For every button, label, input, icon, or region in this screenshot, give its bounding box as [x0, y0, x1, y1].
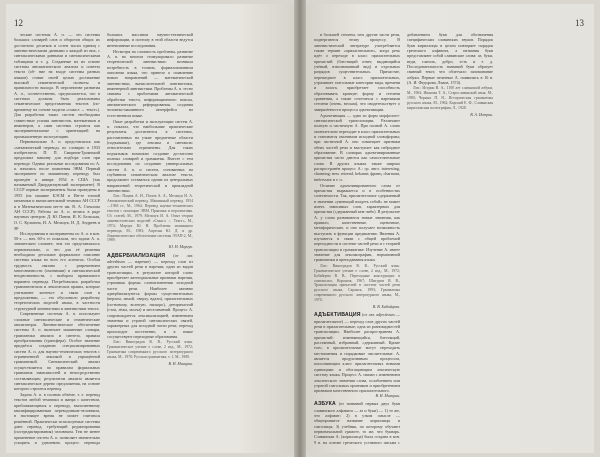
- author-signature: В. Н. Мигирин.: [168, 361, 193, 366]
- body-paragraph: Задача А. п. в полном объёме, т. е. перевод текстов любой тематики и жанра с качеством, приближающимся к переводу, выполненному квалифицированным переводчиком-человеком, в настоящее время не может считаться решённой. Практически используемые системы дают перевод, требующий редактирования (постредактирования) человеком. Тем не менее применение систем А. п. позволяет значительно ускорить и удешевить процесс перевода больших массивов научно-технической информации, и поэтому в этой области ведутся интенсивные исследования.: [14, 32, 193, 446]
- author-signature: Ю. Н. Марчук.: [168, 245, 193, 250]
- entry-definition: (от названий первых двух букв славянского алфавита — аз и буки) — 1) то же, что алфавит; 2) в узком смысле — общепринятое название кириллицы и глаголицы; 3) учебник, по которому обучают первоначальной грамоте, то же, что букварь. Славянская А. (кириллица) была создана в кон. 9 в. на основе греческого уставного письма с добавлением букв для обозначения специфических славянских звуков. Порядок букв кириллицы в целом повторяет порядок греческого алфавита, а названия букв представляют собой славянские слова: аз, буки, веди, глаголь, добро, есть и т. д. Последовательность названий букв образует связный текст, что облегчало запоминание азбуки. Первые печатные А. появились в 16 в. (А. И. Федорова, Львов, 1574).: [314, 32, 493, 445]
- body-paragraph: Адъективация — одна из форм морфолого-синтаксической транспозиции. Различают полную и частичную А. При полной А. слово окончательно переходит в класс прилагательных и становится омонимом исходной словоформы; при частичной А. оно совмещает признаки обеих частей речи и выступает как гибридное образование. В словарях адъективированные причастия часто даются как самостоятельные слова. В других языках также широко распространён процесс А.: ср. англ. interesting, charming; нем. reizend, bekannt; франц. charmant, intéressant и т. п.: [314, 112, 400, 182]
- entry-definition: (от лат. adjectivum — прилагательное) — переход слов других частей речи в прилагательные; одна из разновидностей транспозиции. Наиболее распространена А. причастий: изменяющийся, блестящий, рассеянный, избранный, сдержанный. Кроме того, в прилагательные могут переходить местоимения и порядковые числительные. А. является продуктивным процессом, пополняющим класс прилагательных новыми единицами и обогащающим лексическую систему языка. Процесс А. связан с изменением лексического значения слова, ослаблением или утратой глагольных признаков и приобретением признаков качественного прилагательного.: [314, 312, 400, 394]
- entry-headword: АДВЕРБИАЛИЗАЦИЯ: [107, 252, 166, 259]
- body-paragraph: Первоначально А. п. представлялся как «механический перевод» по словарю: в 1933 изобретатель П. П. Смирнов-Троянский предложил машину для подбора слов при переводе. Однако реальные исследования по А. п. начались после появления ЭВМ. Первый эксперимент по машинному переводу был проведён в январе 1954 в США (так называемый Джорджтаунский эксперимент). В СССР первые эксперименты были проведены в 1955 (на машине БЭСМ в Ин-те точной механики и вычислительной техники АН СССР и в Математическом ин-те им. В. А. Стеклова АН СССР). Работы по А. п. велись в ряде научных центров: Д. Ю. Панов, И. К. Бельская, О. С. Кулагина, И. А. Мельчук, Н. Д. Андреев и др.: [14, 139, 100, 230]
- body-paragraph: Несмотря на сложность проблемы, развитие А. п. во многом стимулировало развитие теоретической лингвистики: возникла потребность в точном, формализованном описании языка, что привело к появлению новых направлений — математической лингвистики, вычислительной лингвистики, инженерной лингвистики. Проблемы А. п. тесно связаны с проблемами автоматической обработки текста, информационного поиска, автоматического реферирования, создания человеко-машинного интерфейса на естественном языке.: [107, 48, 193, 118]
- right-page: [306, 4, 594, 453]
- book-gutter: [294, 0, 306, 457]
- left-page-text-columns: [14, 32, 286, 447]
- author-signature: В. А. Истрин.: [470, 112, 493, 117]
- body-paragraph: Отличие адъективированного слова от причастия выражается и в особенностях сочетаемости. Так, прилагательное сдержанный в значении «умеющий владеть собой» не может иметь зависимых слов, характерных для причастия (сдержанный кем-либо). В результате А. у слова развиваются новые значения, как правило, качественные, оценочные, метафорические, и оно получает возможность выступать в функции предикатива. Явления А. изучаются в связи с общей проблемой переходности в системе частей речи и с теорией транспозиции в грамматике. Изучение А. имеет значение для лексикографии, нормативной грамматики и преподавания языка.: [314, 182, 400, 263]
- left-page: [6, 4, 294, 453]
- body-paragraph: Исследования и эксперименты по А. п. в кон. 50-х — нач. 60-х гг. показали, что задача А. п. значительно сложнее, чем это представлялось первоначально, и что для её решения необходимо детальное формальное описание системы языка во всех его аспектах. Особая трудность связана с разрешением многозначности (омонимии) и синтаксической неоднозначности, с выбором правильного варианта перевода. Потребовалась разработка грамматических и лексических правил, которые учитывают контекст и связи слов в предложении, — это обусловило разработку теоретических моделей языка, в частности структурной лингвистики и лингвистики текста.: [14, 230, 100, 311]
- page-number-left: 12: [14, 18, 23, 28]
- entry-paragraph: [314, 312, 400, 393]
- author-signature: В. Н. Мигирин.: [375, 394, 400, 399]
- literature-references: Лит.: Виноградов В. В., Русский язык. Грамматическое учение о слове, 2 изд., М., 1972; Грамматика современного русского литературного языка, М., 1970; Русская грамматика, т. 1, М., 1980.: [107, 340, 193, 359]
- literature-references: Лит.: Пацюк А. И., Попов А. А., Мельчук И. А. Автоматический перевод. Машинный перевод. 1954—1963 гг., М., 1964; Перевод научно-технических текстов с помощью ЭВМ. Практика и перспективы. Сб. статей, М., 1979; Мельчук И. А. Опыт теории лингвистических моделей «Смысл ⇔ Текст», М., 1974; Марчук Ю. Н. Проблемы машинного перевода, М., 1983; Апресян Ю. Д. и др. Лингвистическое обеспечение системы ЭТАП-2, М., 1989.: [107, 194, 193, 243]
- right-page-text-columns: [314, 32, 586, 447]
- body-paragraph: Современные системы А. п. используют сложные синтаксические и семантические анализаторы. Лингвистическое обеспечение системы А. п. включает машинные словари, грамматики анализа и синтеза, правила преобразования (трансфера). Особое значение придаётся созданию специализированных систем А. п. для научно-технических текстов с ограниченной лексикой и упрощённой грамматикой. Синтаксический анализ осуществляется по правилам формальных грамматик зависимостей и непосредственно составляющих; результатом анализа является синтаксическое дерево предложения, на основе которого строится перевод.: [14, 311, 100, 392]
- entry-headword: АДЪЕКТИВАЦИЯ: [314, 312, 361, 319]
- entry-paragraph: [107, 253, 193, 340]
- page-number-right: 13: [575, 18, 584, 28]
- body-paragraph: в большей степени, чем другие части речи, подвергаются этому процессу. В лингвистической литературе употребляется также термин «прилагательное», когда речь идёт о переходе в класс прилагательных причастий (блестящий ответ, выдающийся учёный, взволнованный вид) и отдельных разрядов существительных. Причастие, перешедшее в класс прилагательных, утрачивает глагольные категории вида, времени и залога, приобретает способность образовывать краткую форму и степени сравнения, а также сочетаться с наречиями степени (очень, весьма), что свидетельствует о завершённости процесса адъективации.: [314, 32, 400, 112]
- literature-references: Лит.: Виноградов В. В., Русский язык. Грамматическое учение о слове, 2 изд., М., 1972; Бабайцева В. В., Переходные конструкции в синтаксисе, Воронеж, 1967; Шигуров В. В., Транспозиция причастий в системе частей речи русского языка, Саранск, 1993; Грамматика современного русского литературного языка, М., 1970.: [314, 263, 400, 303]
- entry-headword: АЗБУКА: [314, 401, 336, 408]
- entry-definition: (от лат. adverbium — наречие) — переход слов из других частей речи в наречия; один из видов транспозиции, в результате которой слово приобретает категориальные признаки наречия, утрачивая формы словоизменения исходной части речи. Наиболее активно адвербиализуются формы существительных (верхом, зимой, сверху, вдали), прилагательных (по-новому, вслепую, наскоро), деепричастий (стоя, лёжа, молча) и местоимений. Процесс А. сопровождается лексикализацией, изменением значения и утратой синтаксических связей, характерных для исходной части речи; переход происходит постепенно, и в языке сосуществуют переходные образования.: [107, 252, 193, 339]
- literature-references: Лит.: Истрин В. А., 1100 лет славянской азбуки, М., 1963; Иванова Т. А., Старославянский язык, М., 1980; Черных П. Я., Историческая грамматика русского языка, М., 1962; Карский Е. Ф., Славянская кирилловская палеография, Л., 1928.: [407, 86, 493, 111]
- body-paragraph: ческие системы А. п. — это системы больших словарей слов и оборотов общих их достаточно десятков и сотен тысяч единиц с лингвистическими данными о каждой из них, с синтаксическими данными и синтаксическими таблицами и т. д. Созданные на их основе системы автоматического анализа и синтеза текста (об- ние на входе системы разных языков) ставят своей целью достижение высокой семантической полноты и правильности выхода. В перспективе развития А. п., соответственно, предполагается, что в системах должны быть реализованы семантические представления текстов (по- прежнему на основе модели «смысл ↔ текст»). Для разработки таких систем необходимы совместные усилия лингвистов, математиков и инженеров, а сами системы строятся как экспериментальные с ориентацией на промышленную эксплуатацию.: [14, 32, 100, 139]
- author-signature: В. В. Бабайцева.: [372, 305, 400, 310]
- body-paragraph: Опыт разработки и эксплуатации систем А. п. показал, что наибольшие практические результаты достигаются в системах, рассчитанных на узкие предметные области (подъязыки), где лексика и синтаксис относительно ограничены. Для таких подъязыков возможно создание достаточно полных словарей и грамматик. Вместе с тем исследования по созданию универсальных систем А. п. и систем, основанных на глубинном семантическом анализе текста, продолжают оставаться одним из центральных направлений теоретической и прикладной лингвистики.: [107, 118, 193, 193]
